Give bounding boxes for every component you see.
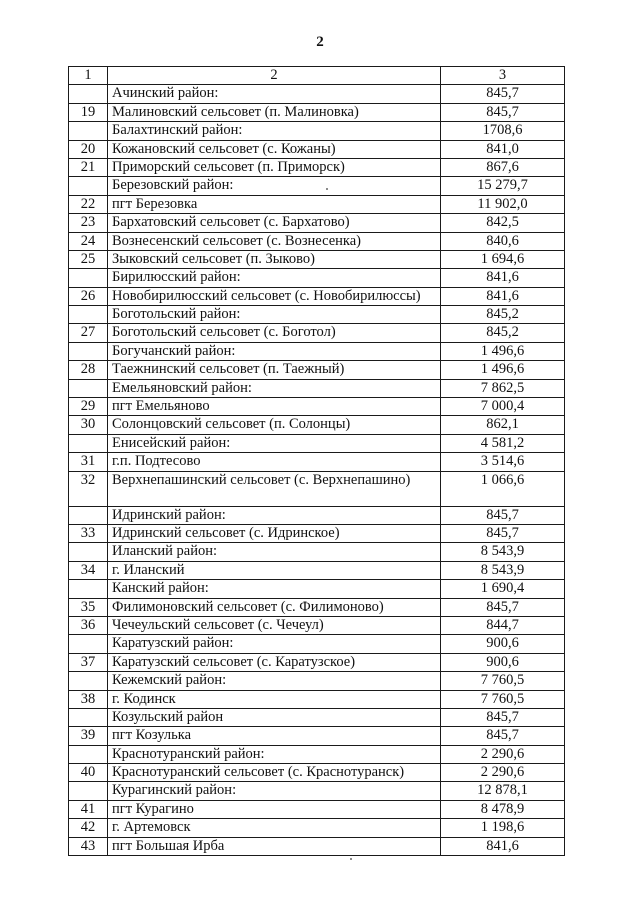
row-number (69, 85, 108, 103)
row-name: Козульский район (108, 708, 441, 726)
row-value: 845,7 (441, 524, 565, 542)
row-name: Чечеульский сельсовет (с. Чечеул) (108, 616, 441, 634)
row-number: 20 (69, 140, 108, 158)
row-value: 8 543,9 (441, 543, 565, 561)
row-number: 27 (69, 324, 108, 342)
table-row (69, 543, 565, 561)
row-value: 900,6 (441, 635, 565, 653)
row-value: 845,7 (441, 598, 565, 616)
table-row (69, 140, 565, 158)
row-number: 40 (69, 764, 108, 782)
table-row (69, 764, 565, 782)
row-value: 841,6 (441, 837, 565, 855)
row-name: Балахтинский район: (108, 122, 441, 140)
header-col-1: 1 (69, 67, 108, 85)
table-body (69, 85, 565, 856)
row-name: Ачинский район: (108, 85, 441, 103)
row-number: 32 (69, 471, 108, 506)
row-number (69, 580, 108, 598)
row-value: 7 760,5 (441, 690, 565, 708)
row-number (69, 506, 108, 524)
table-row (69, 653, 565, 671)
row-value: 867,6 (441, 158, 565, 176)
row-name: Курагинский район: (108, 782, 441, 800)
row-value: 11 902,0 (441, 195, 565, 213)
row-name: Филимоновский сельсовет (с. Филимоново) (108, 598, 441, 616)
row-name: Вознесенский сельсовет (с. Вознесенка) (108, 232, 441, 250)
row-value: 7 862,5 (441, 379, 565, 397)
row-number: 36 (69, 616, 108, 634)
row-name: Зыковский сельсовет (п. Зыково) (108, 250, 441, 268)
row-value: 1 496,6 (441, 342, 565, 360)
scan-speck (326, 188, 328, 190)
table-row (69, 361, 565, 379)
row-name: пгт Козулька (108, 727, 441, 745)
row-name: пгт Емельяново (108, 398, 441, 416)
row-number: 24 (69, 232, 108, 250)
table-row (69, 727, 565, 745)
row-name: Енисейский район: (108, 434, 441, 452)
row-value: 3 514,6 (441, 453, 565, 471)
row-value: 845,7 (441, 85, 565, 103)
row-name: пгт Березовка (108, 195, 441, 213)
allocation-table (68, 66, 565, 856)
row-value: 2 290,6 (441, 764, 565, 782)
table-row (69, 453, 565, 471)
row-number: 19 (69, 103, 108, 121)
row-number: 31 (69, 453, 108, 471)
row-name: Малиновский сельсовет (п. Малиновка) (108, 103, 441, 121)
row-value: 842,5 (441, 214, 565, 232)
table-row (69, 837, 565, 855)
row-number: 28 (69, 361, 108, 379)
row-name: Таежнинский сельсовет (п. Таежный) (108, 361, 441, 379)
table-row (69, 580, 565, 598)
row-value: 900,6 (441, 653, 565, 671)
row-number: 43 (69, 837, 108, 855)
table-row (69, 214, 565, 232)
row-name: Краснотуранский сельсовет (с. Краснотуранск) (108, 764, 441, 782)
row-value: 845,7 (441, 506, 565, 524)
row-number: 41 (69, 800, 108, 818)
row-number (69, 434, 108, 452)
row-name: Березовский район: (108, 177, 441, 195)
table-row (69, 635, 565, 653)
row-number (69, 342, 108, 360)
row-value: 7 000,4 (441, 398, 565, 416)
row-number: 22 (69, 195, 108, 213)
row-value: 12 878,1 (441, 782, 565, 800)
row-name: Боготольский район: (108, 306, 441, 324)
row-name: Богучанский район: (108, 342, 441, 360)
row-value: 1708,6 (441, 122, 565, 140)
row-name: Емельяновский район: (108, 379, 441, 397)
table-row (69, 434, 565, 452)
row-number (69, 177, 108, 195)
table-row (69, 306, 565, 324)
row-name: Каратузский сельсовет (с. Каратузское) (108, 653, 441, 671)
table-row (69, 269, 565, 287)
table-row (69, 708, 565, 726)
row-name: Канский район: (108, 580, 441, 598)
row-value: 4 581,2 (441, 434, 565, 452)
row-number (69, 745, 108, 763)
table-row (69, 177, 565, 195)
row-name: г. Артемовск (108, 819, 441, 837)
table-row (69, 250, 565, 268)
row-number: 37 (69, 653, 108, 671)
table-row (69, 398, 565, 416)
row-number (69, 635, 108, 653)
table-row (69, 195, 565, 213)
row-value: 841,6 (441, 269, 565, 287)
header-col-2: 2 (108, 67, 441, 85)
row-name: Солонцовский сельсовет (п. Солонцы) (108, 416, 441, 434)
row-number (69, 379, 108, 397)
table-row (69, 690, 565, 708)
row-name: Приморский сельсовет (п. Приморск) (108, 158, 441, 176)
row-value: 844,7 (441, 616, 565, 634)
table-row (69, 616, 565, 634)
row-value: 845,7 (441, 103, 565, 121)
row-number: 25 (69, 250, 108, 268)
row-value: 8 543,9 (441, 561, 565, 579)
row-number: 23 (69, 214, 108, 232)
row-number (69, 708, 108, 726)
row-number: 30 (69, 416, 108, 434)
table-row (69, 416, 565, 434)
row-name: Кежемский район: (108, 672, 441, 690)
table-row (69, 819, 565, 837)
row-number: 38 (69, 690, 108, 708)
table-row (69, 158, 565, 176)
row-number: 39 (69, 727, 108, 745)
table-row (69, 287, 565, 305)
row-name: Иланский район: (108, 543, 441, 561)
row-name: Бирилюсский район: (108, 269, 441, 287)
table-row (69, 85, 565, 103)
table-row (69, 232, 565, 250)
row-value: 862,1 (441, 416, 565, 434)
table-row (69, 342, 565, 360)
row-value: 7 760,5 (441, 672, 565, 690)
header-col-3: 3 (441, 67, 565, 85)
table-row (69, 379, 565, 397)
table-row (69, 324, 565, 342)
row-number (69, 672, 108, 690)
row-value: 845,7 (441, 727, 565, 745)
table-row (69, 506, 565, 524)
row-value: 845,7 (441, 708, 565, 726)
table-row (69, 782, 565, 800)
row-number: 26 (69, 287, 108, 305)
row-value: 1 694,6 (441, 250, 565, 268)
row-value: 15 279,7 (441, 177, 565, 195)
row-name: Кожановский сельсовет (с. Кожаны) (108, 140, 441, 158)
row-value: 1 066,6 (441, 471, 565, 506)
row-number (69, 782, 108, 800)
row-number: 29 (69, 398, 108, 416)
row-value: 1 198,6 (441, 819, 565, 837)
row-name: г. Кодинск (108, 690, 441, 708)
table-row (69, 672, 565, 690)
row-name: Краснотуранский район: (108, 745, 441, 763)
row-number: 35 (69, 598, 108, 616)
table-row (69, 122, 565, 140)
row-value: 1 496,6 (441, 361, 565, 379)
row-name: г.п. Подтесово (108, 453, 441, 471)
row-value: 2 290,6 (441, 745, 565, 763)
table-row (69, 561, 565, 579)
row-name: пгт Курагино (108, 800, 441, 818)
table-row (69, 800, 565, 818)
row-number (69, 122, 108, 140)
row-number (69, 269, 108, 287)
row-value: 841,6 (441, 287, 565, 305)
row-value: 841,0 (441, 140, 565, 158)
row-name: Новобирилюсский сельсовет (с. Новобирилюссы) (108, 287, 441, 305)
page-number: 2 (316, 34, 324, 50)
row-number (69, 306, 108, 324)
row-value: 8 478,9 (441, 800, 565, 818)
row-name: Бархатовский сельсовет (с. Бархатово) (108, 214, 441, 232)
row-number (69, 543, 108, 561)
row-value: 845,2 (441, 324, 565, 342)
table-row (69, 103, 565, 121)
row-number: 33 (69, 524, 108, 542)
table-header-row (69, 67, 565, 85)
row-value: 845,2 (441, 306, 565, 324)
scan-speck (350, 858, 352, 860)
row-number: 34 (69, 561, 108, 579)
row-name: пгт Большая Ирба (108, 837, 441, 855)
row-value: 840,6 (441, 232, 565, 250)
row-value: 1 690,4 (441, 580, 565, 598)
table-row (69, 598, 565, 616)
table-row (69, 524, 565, 542)
row-name: Каратузский район: (108, 635, 441, 653)
table-row (69, 471, 565, 506)
row-name: г. Иланский (108, 561, 441, 579)
row-name: Боготольский сельсовет (с. Боготол) (108, 324, 441, 342)
row-name: Идринский сельсовет (с. Идринское) (108, 524, 441, 542)
row-name: Верхнепашинский сельсовет (с. Верхнепашино) (108, 471, 441, 506)
table-row (69, 745, 565, 763)
row-name: Идринский район: (108, 506, 441, 524)
row-number: 42 (69, 819, 108, 837)
row-number: 21 (69, 158, 108, 176)
